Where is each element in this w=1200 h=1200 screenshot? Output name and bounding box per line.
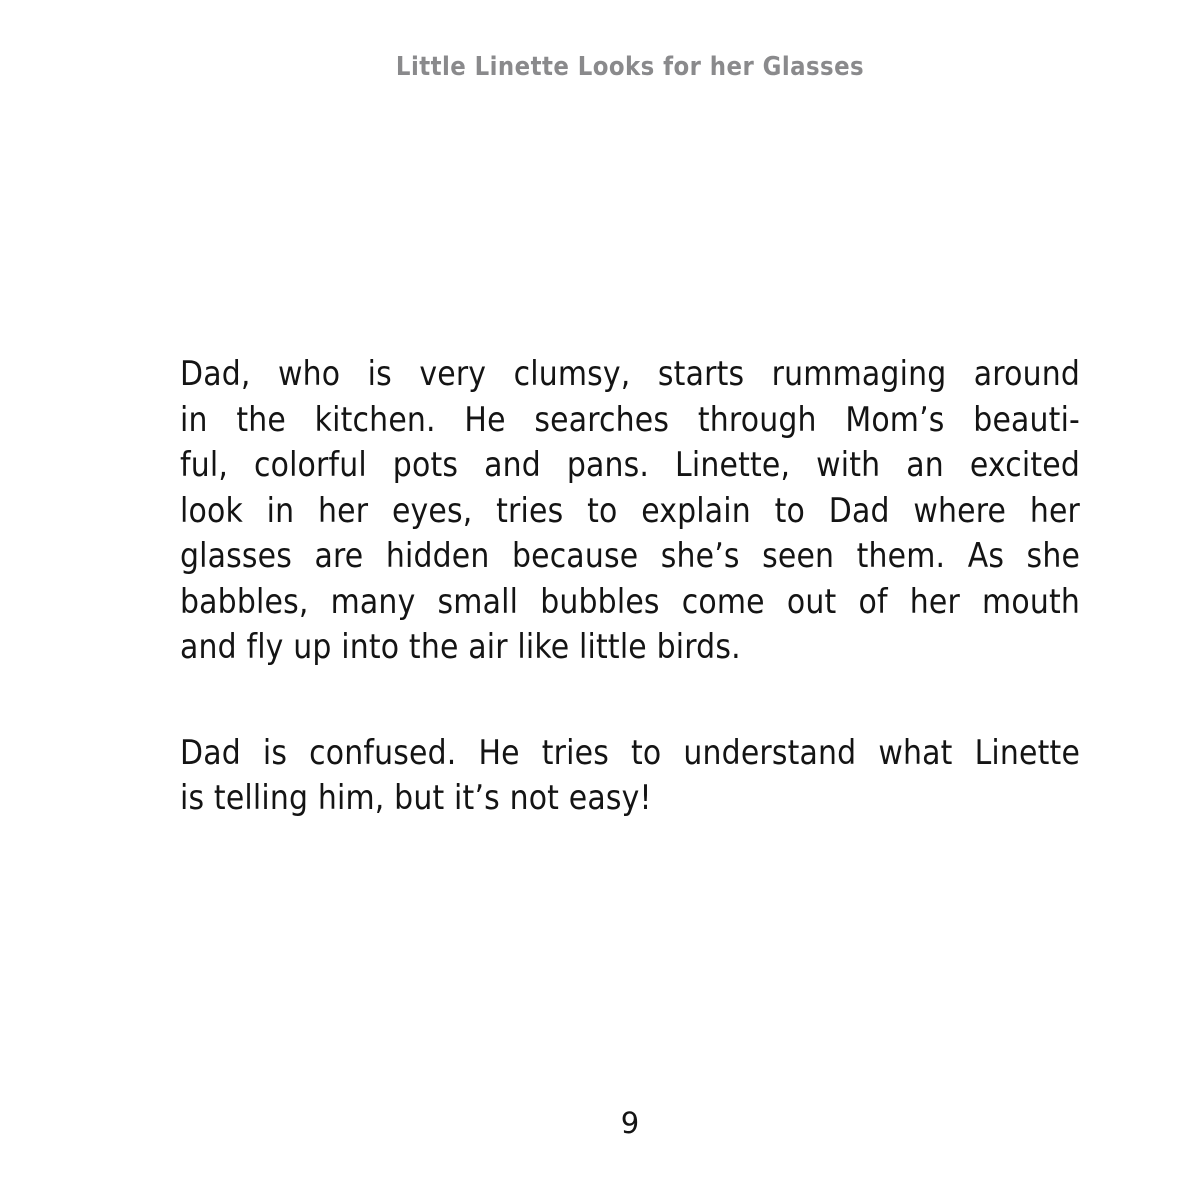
- paragraph-1-line-1: Dad, who is very clumsy, starts rummaging around: [180, 354, 1081, 394]
- paragraph-2-line-2: is telling him, but it’s not easy!: [180, 778, 652, 818]
- paragraph-1-line-6: babbles, many small bubbles come out of her mouth: [180, 581, 1081, 622]
- running-header-title: Little Linette Looks for her Glasses: [395, 52, 865, 82]
- paragraph-1-line-4: look in her eyes, tries to explain to Dad where her: [180, 490, 1081, 531]
- paragraph-1-line-3: ful, colorful pots and pans. Linette, with an excited: [180, 445, 1081, 485]
- running-header: [180, 52, 1080, 82]
- paragraph-1-line-5: glasses are hidden because she’s seen them. As she: [180, 536, 1081, 576]
- paragraph-1-line-7: and fly up into the air like little birds.: [180, 627, 741, 667]
- paragraph-2-line-1: Dad is confused. He tries to understand what Linette: [180, 732, 1081, 773]
- paragraph-1: [180, 352, 1080, 671]
- paragraph-1-line-2: in the kitchen. He searches through Mom’s beauti-: [180, 399, 1081, 440]
- paragraph-2: [180, 731, 1080, 822]
- page-body: [180, 352, 1080, 882]
- page-number: 9: [620, 1106, 640, 1140]
